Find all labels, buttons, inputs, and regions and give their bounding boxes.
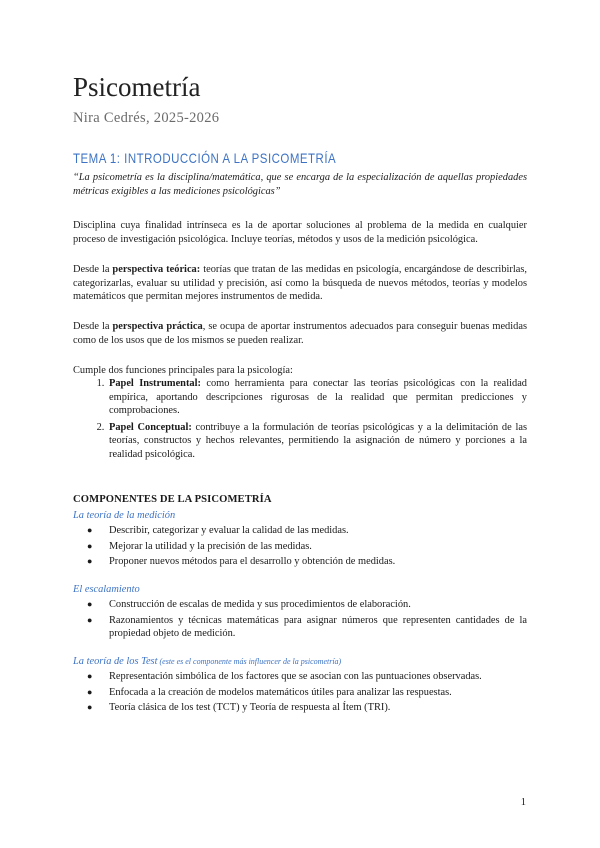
components-heading: COMPONENTES DE LA PSICOMETRÍA xyxy=(73,494,272,505)
document-subtitle: Nira Cedrés, 2025-2026 xyxy=(73,110,220,126)
list-item: ● Teoría clásica de los test (TCT) y Teoría de respuesta al Ítem (TRI). xyxy=(87,702,391,713)
bullet-list-teoria-medicion xyxy=(73,524,527,571)
list-item: ● Razonamientos y técnicas matemáticas para asignar números que representen cantidades de la propiedad objeto de medición. xyxy=(87,614,527,639)
functions-list xyxy=(73,377,527,464)
bullet-icon: ● xyxy=(87,702,93,712)
list-item: ● Representación simbólica de los factores que se asocian con las puntuaciones observadas. xyxy=(87,671,482,682)
functions-intro: Cumple dos funciones principales para la psicología: xyxy=(73,365,293,376)
bullet-icon: ● xyxy=(87,686,93,697)
theoretical-perspective-paragraph: Desde la perspectiva teórica: teorías que tratan de las medidas en psicología, encargándose de describirlas, categorizarlas, evaluar su utilidad y precisión, así como la búsqueda de nuevos métodos, teorías y modelos matemáticos que permitan mejores instrumentos de medida. xyxy=(73,264,527,302)
list-item: ● Enfocada a la creación de modelos matemáticos útiles para analizar las respuestas. xyxy=(87,686,452,698)
list-item: 1. Papel Instrumental: como herramienta para conectar las teorías psicológicas con la realidad empírica, aportando descripciones rigurosas de la realidad que permitan predicciones y comprobaciones. xyxy=(107,377,527,418)
bullet-icon: ● xyxy=(87,556,93,566)
bullet-icon: ● xyxy=(87,540,93,551)
bullet-icon: ● xyxy=(87,525,93,535)
bullet-list-teoria-test xyxy=(73,670,527,717)
list-item: 2. Papel Conceptual: contribuye a la formulación de teorías psicológicas y a la delimitación de las teorías, constructos y hechos relevantes, permitiendo la asignación de número y porciones a la realidad psicológica. xyxy=(107,421,527,462)
list-item: ● Construcción de escalas de medida y sus procedimientos de elaboración. xyxy=(87,599,411,610)
page-number: 1 xyxy=(520,797,526,808)
practical-perspective-paragraph: Desde la perspectiva práctica, se ocupa de aportar instrumentos adecuados para conseguir buenas medidas como de los usos que de los mismos se pueden realizar. xyxy=(73,321,527,346)
document-title: Psicometría xyxy=(73,72,201,102)
list-item: ● Describir, categorizar y evaluar la calidad de las medidas. xyxy=(87,525,349,536)
bullet-icon: ● xyxy=(87,614,93,625)
bullet-icon: ● xyxy=(87,599,93,609)
theoretical-perspective-term: perspectiva teórica: xyxy=(112,264,201,275)
practical-perspective-term: perspectiva práctica xyxy=(112,321,203,332)
subsection-note: (este es el componente más influencer de la psicometría) xyxy=(157,657,342,666)
list-item: ● Proponer nuevos métodos para el desarrollo y obtención de medidas. xyxy=(87,556,396,567)
section-heading-tema-1: TEMA 1: INTRODUCCIÓN A LA PSICOMETRÍA xyxy=(73,150,337,166)
subsection-heading-escalamiento: El escalamiento xyxy=(73,584,140,595)
definition-paragraph: Disciplina cuya finalidad intrínseca es la de aportar soluciones al problema de la medida en cualquier proceso de investigación psicológica. Incluye teorías, métodos y usos de la medición psicológica. xyxy=(73,220,527,245)
bullet-icon: ● xyxy=(87,671,93,681)
subsection-heading-teoria-medicion: La teoría de la medición xyxy=(73,510,176,521)
subsection-heading-teoria-test: La teoría de los Test (este es el componente más influencer de la psicometría) xyxy=(73,656,342,667)
bullet-list-escalamiento xyxy=(73,598,527,643)
definition-quote: “La psicometría es la disciplina/matemática, que se encarga de la especialización de aquellas propiedades métricas exigibles a las mediciones psicológicas” xyxy=(73,172,527,197)
list-item: ● Mejorar la utilidad y la precisión de las medidas. xyxy=(87,540,312,552)
